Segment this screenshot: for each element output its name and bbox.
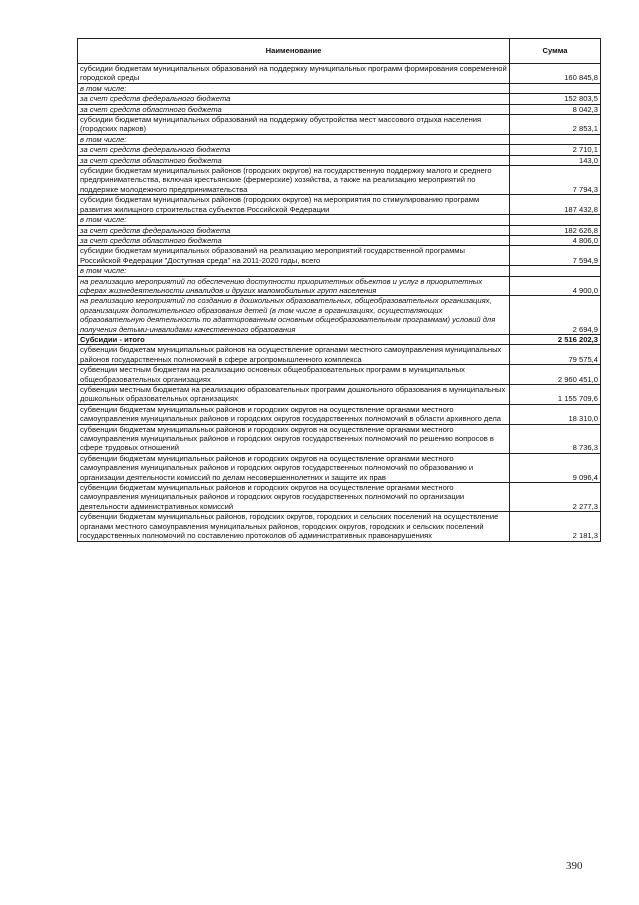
table-row [78, 483, 601, 512]
row-name: субвенции местным бюджетам на реализацию образовательных программ дошкольного образования в муниципальных дошкольных образовательных организациях [78, 385, 510, 405]
table-row [78, 145, 601, 155]
table-row [78, 266, 601, 276]
row-name: на реализацию мероприятий по обеспечению доступности приоритетных объектов и услуг в приоритетных сферах жизнедеятельности инвалидов и других маломобильных групп населения [78, 276, 510, 296]
row-value: 2 710,1 [510, 145, 601, 155]
row-name: за счет средств областного бюджета [78, 235, 510, 245]
table-row [78, 94, 601, 104]
row-name: субвенции бюджетам муниципальных районов, городских округов, городских и сельских поселений на осуществление органами местного самоуправления муниципальных районов, городских округов, городских и сельских поселений государственных полномочий по составлению протоколов об административных правонарушениях [78, 512, 510, 541]
table-row [78, 225, 601, 235]
table-body [78, 64, 601, 542]
row-name: субсидии бюджетам муниципальных районов (городских округов) на мероприятия по стимулированию программ развития жилищного строительства субъектов Российской Федерации [78, 195, 510, 215]
table-row [78, 512, 601, 541]
table-row [78, 296, 601, 335]
table-row [78, 453, 601, 482]
row-name: Субсидии - итого [78, 334, 510, 344]
table-row [78, 385, 601, 405]
row-name: субвенции местным бюджетам на реализацию основных общеобразовательных программ в муниципальных общеобразовательных организациях [78, 365, 510, 385]
row-value: 152 803,5 [510, 94, 601, 104]
row-name: субвенции бюджетам муниципальных районов и городских округов на осуществление органами местного самоуправления муниципальных районов и городских округов государственных полномочий в области архивного дела [78, 404, 510, 424]
row-name: за счет средств областного бюджета [78, 104, 510, 114]
row-name: субвенции бюджетам муниципальных районов и городских округов на осуществление органами местного самоуправления муниципальных районов и городских округов государственных полномочий по решению вопросов в сфере трудовых отношений [78, 424, 510, 453]
row-name: в том числе: [78, 266, 510, 276]
table-row [78, 276, 601, 296]
row-value: 7 594,9 [510, 246, 601, 266]
row-name: за счет средств областного бюджета [78, 155, 510, 165]
header-sum: Сумма [510, 39, 601, 64]
row-name: субсидии бюджетам муниципальных образований на поддержку муниципальных программ формирования современной городской среды [78, 64, 510, 84]
table-row [78, 235, 601, 245]
table-row [78, 195, 601, 215]
row-value: 2 181,3 [510, 512, 601, 541]
row-name: субвенции бюджетам муниципальных районов и городских округов на осуществление органами местного самоуправления муниципальных районов и городских округов государственных полномочий по организации деятельности административных комиссий [78, 483, 510, 512]
row-value: 9 096,4 [510, 453, 601, 482]
row-value: 1 155 709,6 [510, 385, 601, 405]
table-row [78, 334, 601, 344]
row-name: субвенции бюджетам муниципальных районов и городских округов на осуществление органами местного самоуправления муниципальных районов и городских округов государственных полномочий по образованию и организации деятельности комиссий по делам несовершеннолетних и защите их прав [78, 453, 510, 482]
page-number: 390 [566, 860, 583, 872]
row-value: 187 432,8 [510, 195, 601, 215]
table-row [78, 365, 601, 385]
row-name: в том числе: [78, 215, 510, 225]
table-row [78, 345, 601, 365]
row-name: субвенции бюджетам муниципальных районов на осуществление органами местного самоуправления муниципальных районов государственных полномочий в сфере агропромышленного комплекса [78, 345, 510, 365]
table-row [78, 134, 601, 144]
table-row [78, 155, 601, 165]
row-name: субсидии бюджетам муниципальных районов (городских округов) на государственную поддержку малого и среднего предпринимательства, включая крестьянские (фермерские) хозяйства, а также на реализацию мероприятий по поддержке молодежного предпринимательства [78, 166, 510, 195]
row-value: 160 845,8 [510, 64, 601, 84]
table-row [78, 64, 601, 84]
row-value [510, 266, 601, 276]
row-value: 4 900,0 [510, 276, 601, 296]
row-value [510, 215, 601, 225]
row-value: 143,0 [510, 155, 601, 165]
row-value: 2 277,3 [510, 483, 601, 512]
row-value: 2 853,1 [510, 115, 601, 135]
row-name: субсидии бюджетам муниципальных образований на реализацию мероприятий государственной программы Российской Федерации "Доступная среда" на 2011-2020 годы, всего [78, 246, 510, 266]
row-value: 2 694,9 [510, 296, 601, 335]
row-name: в том числе: [78, 83, 510, 93]
table-header-row [78, 39, 601, 64]
row-value [510, 83, 601, 93]
row-name: на реализацию мероприятий по созданию в дошкольных образовательных, общеобразовательных организациях, организациях дополнительного образования детей (в том числе в организациях, осуществляющих образовательную деятельность по адаптированным основным общеобразовательным программам) условий для получения детьми-инвалидами качественного образования [78, 296, 510, 335]
table-row [78, 424, 601, 453]
row-name: за счет средств федерального бюджета [78, 225, 510, 235]
row-value: 2 960 451,0 [510, 365, 601, 385]
table-row [78, 246, 601, 266]
row-name: за счет средств федерального бюджета [78, 145, 510, 155]
row-value: 182 626,8 [510, 225, 601, 235]
row-value: 8 736,3 [510, 424, 601, 453]
table-row [78, 404, 601, 424]
table-row [78, 166, 601, 195]
row-name: субсидии бюджетам муниципальных образований на поддержку обустройства мест массового отдыха населения (городских парков) [78, 115, 510, 135]
row-value: 18 310,0 [510, 404, 601, 424]
row-value: 8 042,3 [510, 104, 601, 114]
table-row [78, 215, 601, 225]
row-value: 4 806,0 [510, 235, 601, 245]
header-name: Наименование [78, 39, 510, 64]
row-value: 79 575,4 [510, 345, 601, 365]
table-row [78, 104, 601, 114]
row-value [510, 134, 601, 144]
row-name: в том числе: [78, 134, 510, 144]
table-row [78, 83, 601, 93]
row-value: 7 794,3 [510, 166, 601, 195]
budget-table [77, 38, 601, 542]
row-name: за счет средств федерального бюджета [78, 94, 510, 104]
row-value: 2 516 202,3 [510, 334, 601, 344]
table-row [78, 115, 601, 135]
